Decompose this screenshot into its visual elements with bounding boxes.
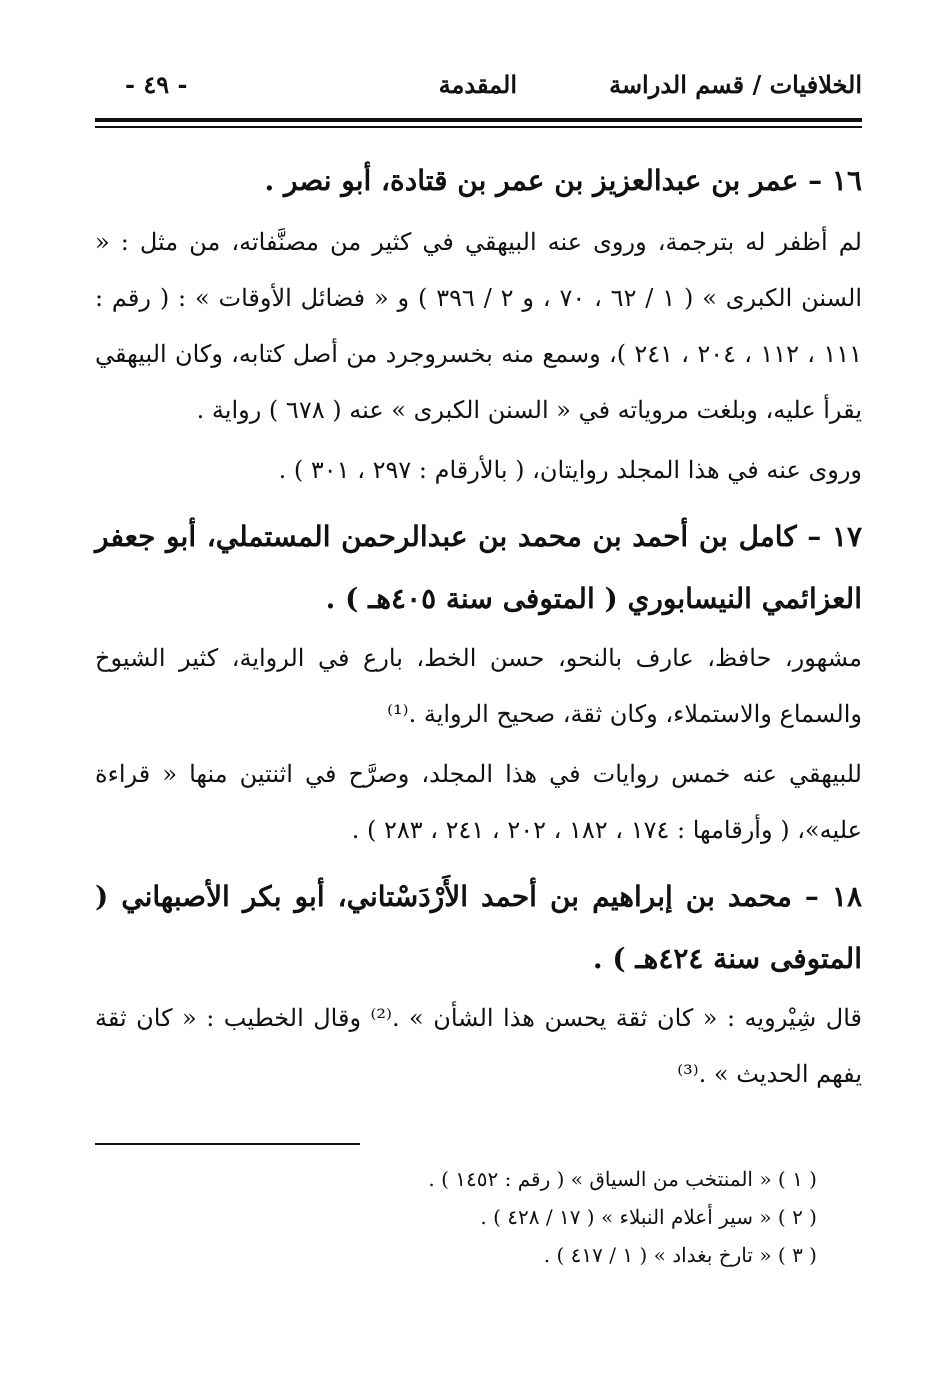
entry-17-heading: ١٧ – كامل بن أحمد بن محمد بن عبدالرحمن المستملي، أبو جعفر العزائمي النيسابوري ( المتوفى سنة ٤٠٥هـ ) . <box>95 520 862 615</box>
entry-16-heading: ١٦ – عمر بن عبدالعزيز بن عمر بن قتادة، أبو نصر . <box>264 164 862 197</box>
header-title: الخلافيات / قسم الدراسة <box>609 70 862 99</box>
page-number: - ٤٩ - <box>125 70 188 99</box>
footnote-separator <box>95 1143 360 1145</box>
entry-18-heading: ١٨ – محمد بن إبراهيم بن أحمد الأَرْدَسْتاني، أبو بكر الأصبهاني ( المتوفى سنة ٤٢٤هـ ) . <box>95 880 862 975</box>
footnote-3: ( ٣ ) « تارخ بغداد » ( ١ / ٤١٧ ) . <box>543 1243 817 1267</box>
entry-16-paragraph-1: لم أظفر له بترجمة، وروى عنه البيهقي في كثير من مصنَّفاته، من مثل : « السنن الكبرى » ( ١ / ٦٢ ، ٧٠ ، و ٢ / ٣٩٦ ) و « فضائل الأوقات » : ( رقم : ١١١ ، ١١٢ ، ٢٠٤ ، ٢٤١ )، وسمع منه بخسروجرد من أصل كتابه، وكان البيهقي يقرأ عليه، وبلغت مروياته في « السنن الكبرى » عنه ( ٦٧٨ ) رواية . <box>95 228 862 424</box>
footnote-2: ( ٢ ) « سير أعلام النبلاء » ( ١٧ / ٤٢٨ ) . <box>480 1205 817 1229</box>
main-text <box>95 150 862 1102</box>
entry-18-paragraph-1: قال شِيْرويه : « كان ثقة يحسن هذا الشأن » .⁽²⁾ وقال الخطيب : « كان ثقة يفهم الحديث » .⁽³⁾ <box>95 1004 862 1088</box>
running-header <box>95 60 862 106</box>
footnotes <box>95 1160 817 1274</box>
header-section: المقدمة <box>438 70 517 99</box>
header-rule-thick <box>95 118 862 122</box>
entry-17-paragraph-1: مشهور، حافظ، عارف بالنحو، حسن الخط، بارع في الرواية، كثير الشيوخ والسماع والاستملاء، وكان ثقة، صحيح الرواية .⁽¹⁾ <box>95 644 862 728</box>
entry-16-paragraph-2: وروى عنه في هذا المجلد روايتان، ( بالأرقام : ٢٩٧ ، ٣٠١ ) . <box>278 456 862 484</box>
entry-17-paragraph-2: للبيهقي عنه خمس روايات في هذا المجلد، وصرَّح في اثنتين منها « قراءة عليه»، ( وأرقامها : ١٧٤ ، ١٨٢ ، ٢٠٢ ، ٢٤١ ، ٢٨٣ ) . <box>95 760 862 844</box>
footnote-1: ( ١ ) « المنتخب من السياق » ( رقم : ١٤٥٢ ) . <box>428 1167 817 1191</box>
header-rule-thin <box>95 126 862 128</box>
